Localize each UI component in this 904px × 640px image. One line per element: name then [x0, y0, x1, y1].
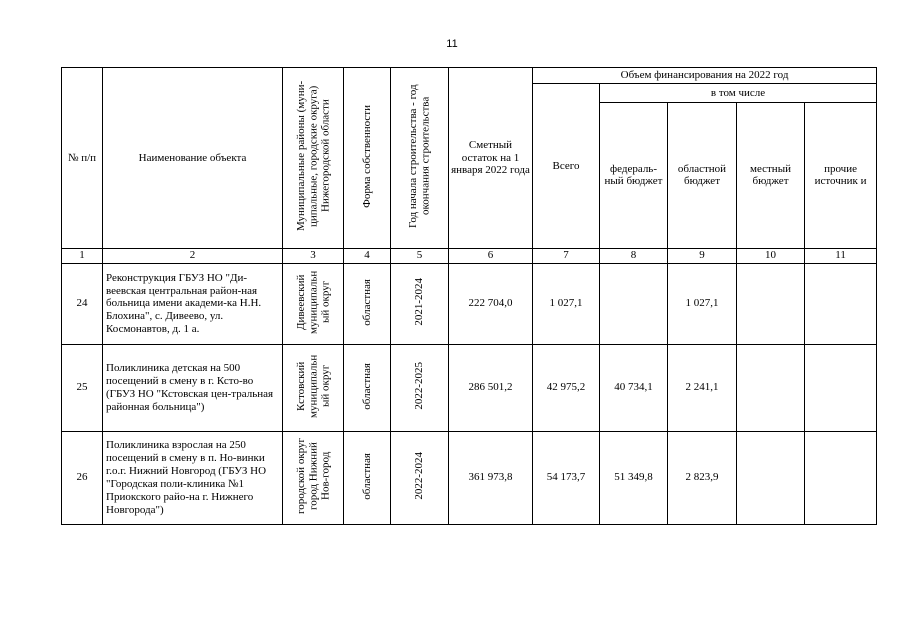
- financing-table: [61, 67, 877, 525]
- years-cell: [391, 263, 449, 344]
- header-num: № п/п: [62, 68, 103, 249]
- regional-cell: 1 027,1: [668, 263, 737, 344]
- ownership-cell: [344, 263, 391, 344]
- other-cell: [805, 263, 877, 344]
- ownership-cell: [344, 344, 391, 431]
- balance-cell: 286 501,2: [449, 344, 533, 431]
- ownership-text: областная: [360, 278, 373, 326]
- header-balance: Сметный остаток на 1 января 2022 года: [449, 68, 533, 249]
- column-number: 6: [449, 248, 533, 263]
- header-regional: областной бюджет: [668, 102, 737, 248]
- regional-cell: 2 823,9: [668, 431, 737, 524]
- local-cell: [737, 263, 805, 344]
- header-local: местный бюджет: [737, 102, 805, 248]
- years-text: 2021-2024: [413, 278, 426, 326]
- municipal-text: Дивеевский муниципальн ый округ: [294, 270, 332, 334]
- other-cell: [805, 344, 877, 431]
- balance-cell: 222 704,0: [449, 263, 533, 344]
- header-municipal-text: Муниципальные районы (муни-ципальные, городские округа) Нижегородской области: [294, 80, 332, 232]
- column-numbers-row: [62, 248, 877, 263]
- header-name: Наименование объекта: [103, 68, 283, 249]
- column-number: 11: [805, 248, 877, 263]
- column-number: 4: [344, 248, 391, 263]
- table-row: [62, 431, 877, 524]
- municipal-cell: [283, 344, 344, 431]
- header-total: Всего: [533, 84, 600, 249]
- header-ownership: [344, 68, 391, 249]
- total-cell: 54 173,7: [533, 431, 600, 524]
- header-federal: федераль-ный бюджет: [600, 102, 668, 248]
- header-years: [391, 68, 449, 249]
- municipal-text: городской округ город Нижний Нов-город: [294, 437, 332, 514]
- column-number: 9: [668, 248, 737, 263]
- total-cell: 42 975,2: [533, 344, 600, 431]
- header-ownership-text: Форма собственности: [360, 104, 373, 208]
- object-name: Реконструкция ГБУЗ НО "Ди-веевская центральная район-ная больница имени академи-ка Н.Н. Блохина", с. Дивеево, ул. Космонавтов, д. 1 а.: [103, 263, 283, 344]
- federal-cell: [600, 263, 668, 344]
- row-number: 24: [62, 263, 103, 344]
- column-number: 1: [62, 248, 103, 263]
- federal-cell: 40 734,1: [600, 344, 668, 431]
- object-name: Поликлиника взрослая на 250 посещений в смену в п. Но-винки г.о.г. Нижний Новгород (ГБУЗ НО "Городская поли-клиника №1 Приокского райо-на г. Нижнего Новгорода"): [103, 431, 283, 524]
- balance-cell: 361 973,8: [449, 431, 533, 524]
- local-cell: [737, 344, 805, 431]
- column-number: 5: [391, 248, 449, 263]
- column-number: 3: [283, 248, 344, 263]
- years-text: 2022-2025: [413, 362, 426, 410]
- years-text: 2022-2024: [413, 452, 426, 500]
- other-cell: [805, 431, 877, 524]
- column-number: 8: [600, 248, 668, 263]
- column-number: 2: [103, 248, 283, 263]
- header-municipal: [283, 68, 344, 249]
- ownership-text: областная: [360, 452, 373, 500]
- municipal-cell: [283, 263, 344, 344]
- row-number: 25: [62, 344, 103, 431]
- total-cell: 1 027,1: [533, 263, 600, 344]
- header-other: прочие источник и: [805, 102, 877, 248]
- ownership-text: областная: [360, 362, 373, 410]
- row-number: 26: [62, 431, 103, 524]
- header-funding: Объем финансирования на 2022 год: [533, 68, 877, 84]
- header-including: в том числе: [600, 84, 877, 103]
- column-number: 7: [533, 248, 600, 263]
- ownership-cell: [344, 431, 391, 524]
- federal-cell: 51 349,8: [600, 431, 668, 524]
- municipal-cell: [283, 431, 344, 524]
- object-name: Поликлиника детская на 500 посещений в смену в г. Ксто-во (ГБУЗ НО "Кстовская цен-тральная районная больница"): [103, 344, 283, 431]
- years-cell: [391, 344, 449, 431]
- header-years-text: Год начала строительства - год окончания строительства: [407, 84, 432, 228]
- page-number: 11: [446, 38, 458, 50]
- regional-cell: 2 241,1: [668, 344, 737, 431]
- municipal-text: Кстовский муниципальн ый округ: [294, 354, 332, 418]
- years-cell: [391, 431, 449, 524]
- table-row: [62, 263, 877, 344]
- local-cell: [737, 431, 805, 524]
- column-number: 10: [737, 248, 805, 263]
- table-row: [62, 344, 877, 431]
